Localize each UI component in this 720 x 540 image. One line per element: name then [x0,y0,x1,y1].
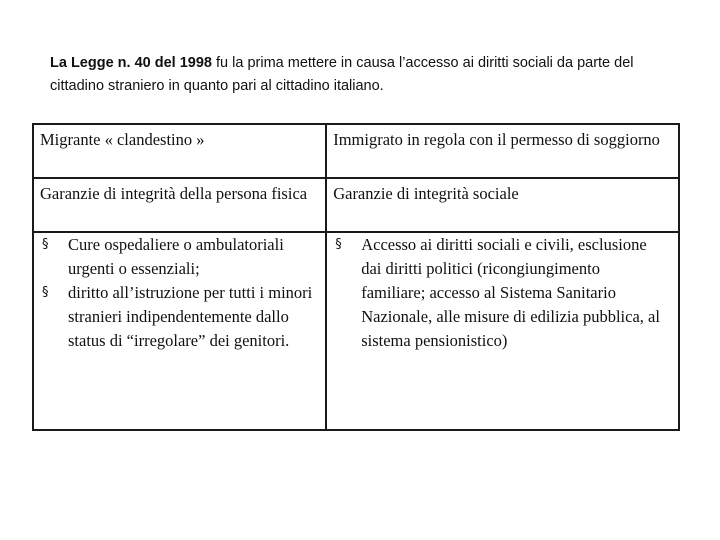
header-cell-left [33,124,326,178]
right-bullet-list [327,233,678,353]
intro-text: fu la prima mettere in causa l’accesso ai diritti sociali da parte del cittadino straniero in quanto pari al cittadino italiano. [50,55,634,94]
comparison-table [32,123,680,431]
list-item [34,281,325,353]
guarantees-cell-right [326,232,679,430]
subheader-cell-left [33,178,326,232]
header-left: Migrante « clandestino » [40,130,205,149]
left-bullet-list [34,233,325,353]
intro-law-reference: La Legge n. 40 del 1998 [50,55,212,71]
right-item-1: Accesso ai diritti sociali e civili, esclusione dai diritti politici (ricongiungimento familiare; accesso al Sistema Sanitario Nazionale, alle misure di edilizia pubblica, al sistema pensionistico) [361,235,660,350]
guarantees-cell-left [33,232,326,430]
left-item-2: diritto all’istruzione per tutti i minori stranieri indipendentemente dallo status di “irregolare” dei genitori. [68,283,313,350]
list-item [327,233,678,353]
table-row [33,232,679,430]
list-item [34,233,325,281]
subheader-cell-right [326,178,679,232]
header-cell-right [326,124,679,178]
section-sign-icon: § [335,237,342,252]
subheader-right: Garanzie di integrità sociale [333,184,519,203]
intro-paragraph [50,52,690,98]
section-sign-icon: § [42,285,49,300]
left-item-1: Cure ospedaliere o ambulatoriali urgenti o essenziali; [68,235,284,278]
subheader-left: Garanzie di integrità della persona fisica [40,184,308,203]
table-row [33,124,679,178]
header-right: Immigrato in regola con il permesso di soggiorno [333,130,660,149]
section-sign-icon: § [42,237,49,252]
table-row [33,178,679,232]
